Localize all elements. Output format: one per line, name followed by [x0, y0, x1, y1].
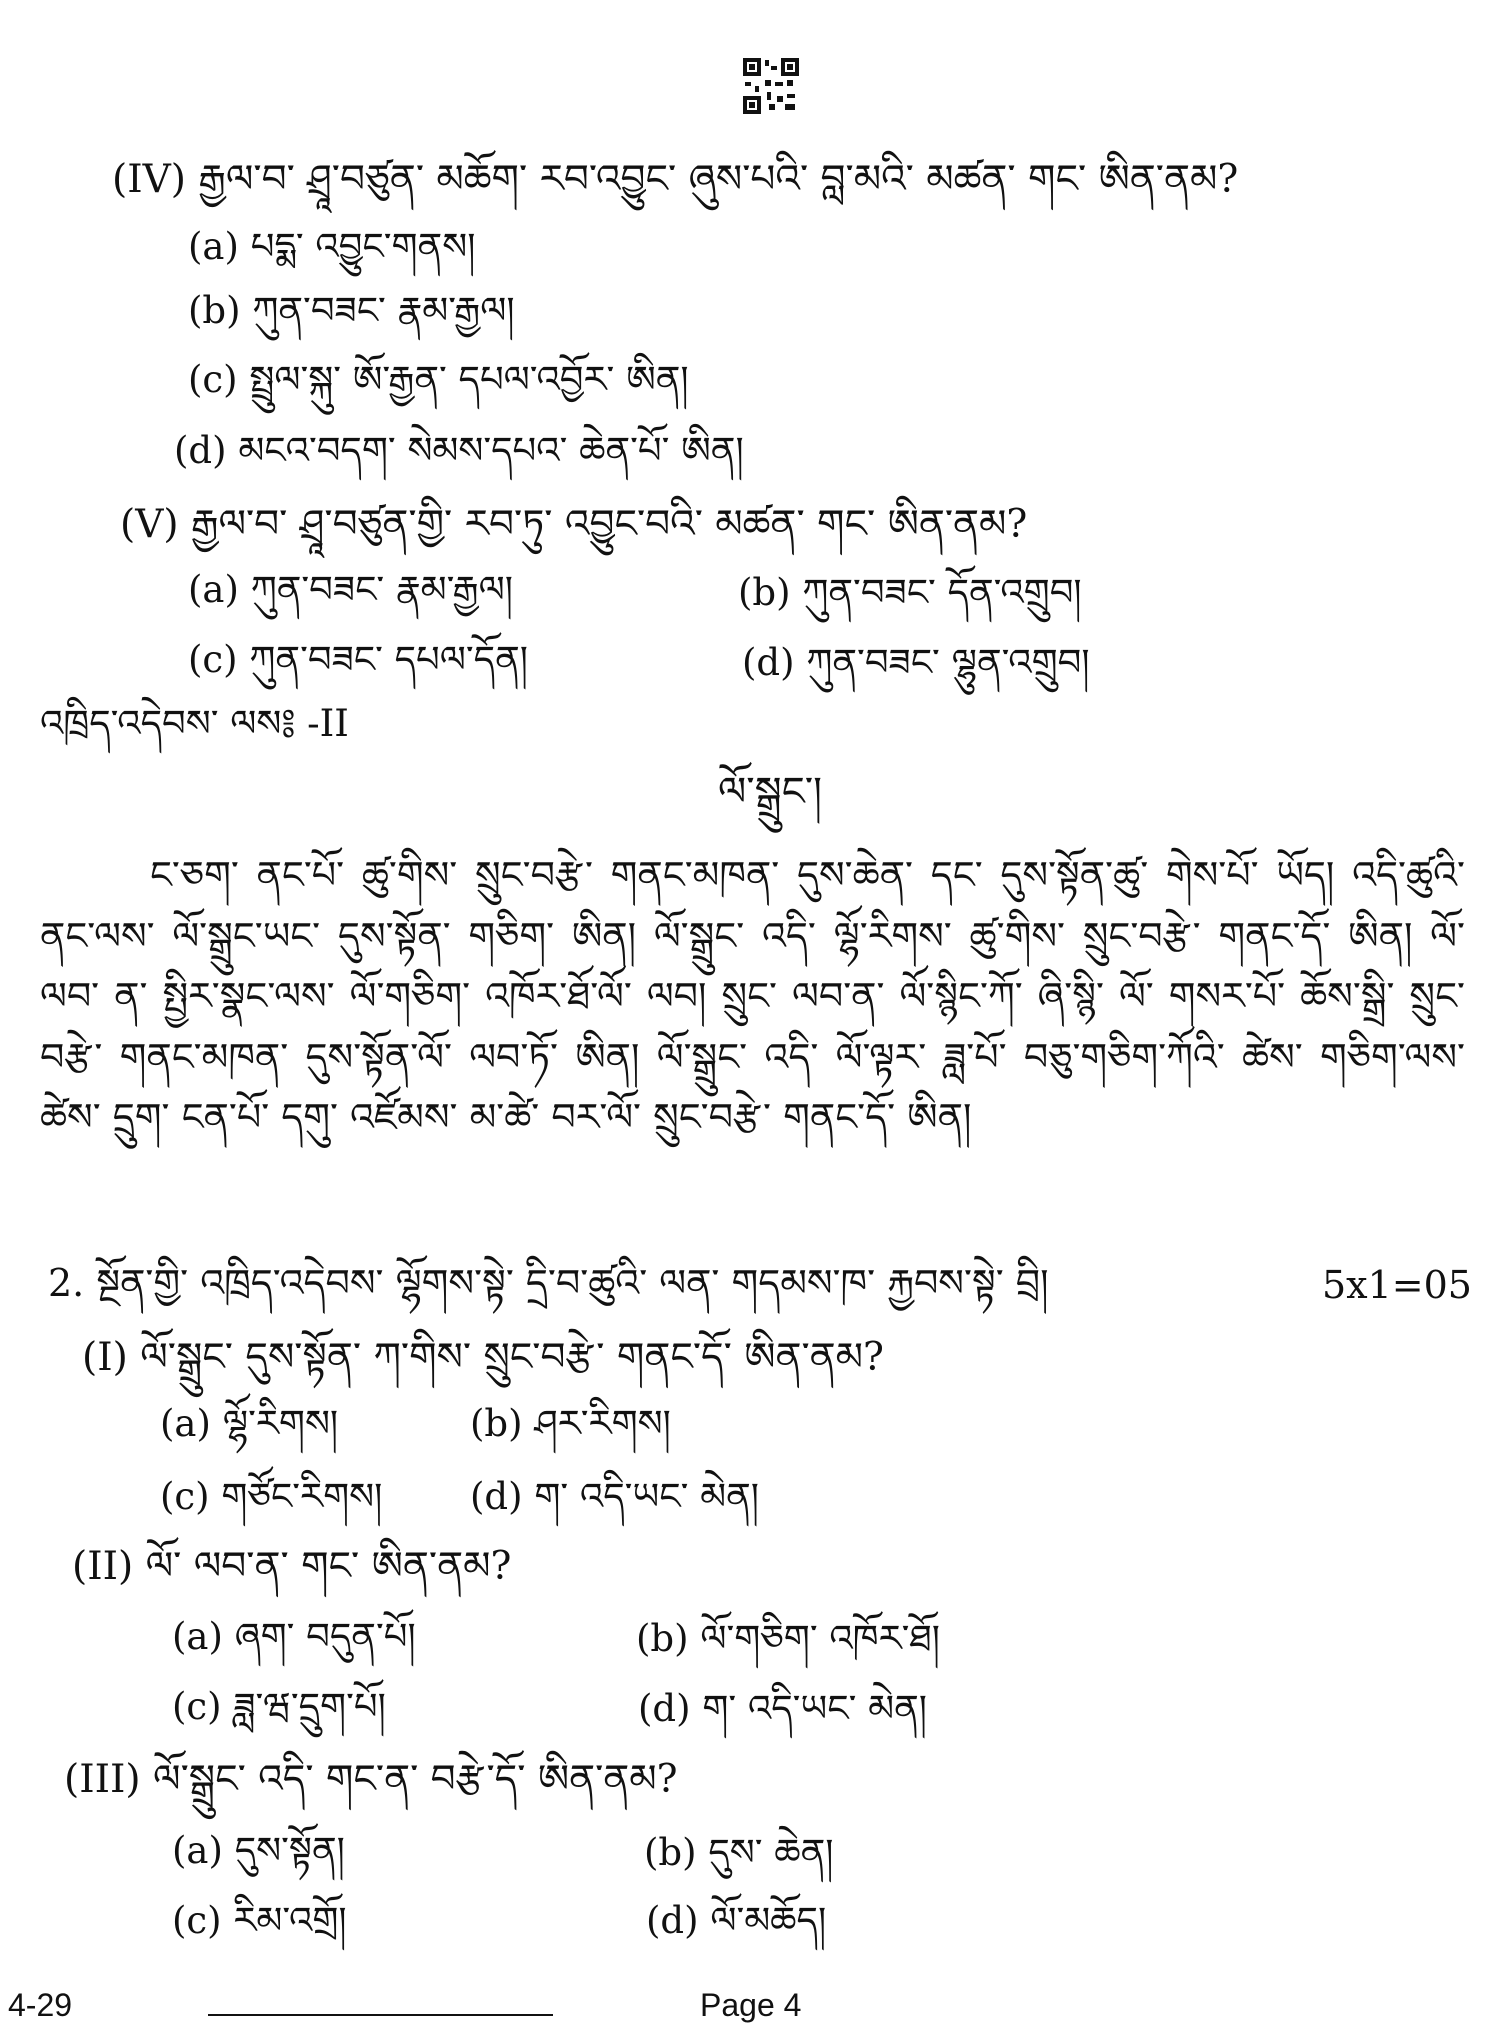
option-v-b: (b) ཀུན་བཟང་ དོན་འགྲུབ། — [738, 571, 1082, 614]
footer-rule — [208, 2014, 553, 2016]
option-i-d: (d) ག་ འདི་ཡང་ མེན། — [470, 1475, 759, 1518]
option-iii-d: (d) ལོ་མཆོད། — [646, 1899, 827, 1942]
question-v: (V) རྒྱལ་བ་ ཤྲཱ་བཙུན་གྱི་ རབ་ཏུ་ འབྱུང་བའི་ མཚན་ གང་ ཨིན་ནམ? — [120, 502, 1028, 547]
footer-page-number: Page 4 — [700, 1987, 802, 2023]
question-i: (I) ལོ་སྒྲུང་ དུས་སྟོན་ ཀ་གིས་ སྲུང་བརྩེ་ གནང་དོ་ ཨིན་ནམ? — [82, 1335, 884, 1380]
question-iv: (IV) རྒྱལ་བ་ ཤྲཱ་བཙུན་ མཆོག་ རབ་འབྱུང་ ཞུས་པའི་ བླ་མའི་ མཚན་ གང་ ཨིན་ནམ? — [112, 157, 1239, 202]
option-iii-a: (a) དུས་སྟོན། — [172, 1829, 345, 1872]
option-iv-b: (b) ཀུན་བཟང་ རྣམ་རྒྱལ། — [188, 289, 515, 332]
option-i-b: (b) ཤར་རིགས། — [470, 1402, 671, 1445]
passage-title: ལོ་སྒྲུང་། — [718, 769, 822, 815]
option-iv-c: (c) སྤྲུལ་སྐུ་ ཨོ་རྒྱན་ དཔལ་འབྱོར་ ཨིན། — [188, 358, 689, 401]
option-v-c: (c) ཀུན་བཟང་ དཔལ་དོན། — [188, 638, 528, 681]
footer-code: 4-29 — [8, 1987, 73, 2023]
option-iii-c: (c) རིམ་འགྲོ། — [172, 1899, 347, 1942]
option-ii-c: (c) ཟླ་ཝ་དྲུག་པོ། — [172, 1685, 386, 1728]
option-ii-b: (b) ལོ་གཅིག་ འཁོར་ཐོ། — [636, 1617, 940, 1660]
passage-body: ང་ཅག་ ནང་པོ་ ཚུ་གིས་ སྲུང་བརྩེ་ གནང་མཁན་ དུས་ཆེན་ དང་ དུས་སྟོན་ཚུ་ གེས་པོ་ ཡོད། འདི་ཚུའི་ ནང་ལས་ ལོ་སྒྲུང་ཡང་ དུས་སྟོན་ གཅིག་ ཨིན། ལོ་སྒྲུང་ འདི་ ལྷོ་རིགས་ ཚུ་གིས་ སྲུང་བརྩེ་ གནང་དོ་ ཨིན། ལོ་ ལབ་ ན་ སྤྱིར་སྣང་ལས་ ལོ་གཅིག་ འཁོར་ཐོ་ལོ་ ལབ། སྲུང་ ལབ་ན་ ལོ་སྙིང་ཀོ་ ཞི་སྙི་ ལོ་ གསར་པོ་ ཆོས་སྒྲི་ སྲུང་བརྩེ་ གནང་མཁན་ དུས་སྟོན་ལོ་ ལབ་ཏོ་ ཨིན། ལོ་སྒྲུང་ འདི་ ལོ་ལྟར་ ཟླ་པོ་ བཅུ་གཅིག་ཀོའི་ ཚེས་ གཅིག་ལས་ ཚེས་ དྲུག་ ངན་པོ་ དགུ་ འཛོམས་ མ་ཚེ་ བར་ལོ་ སྲུང་བརྩེ་ གནང་དོ་ ཨིན། — [40, 853, 1465, 1139]
option-i-a: (a) ལྷོ་རིགས། — [160, 1402, 339, 1445]
question-ii: (II) ལོ་ ལབ་ན་ གང་ ཨིན་ནམ? — [72, 1544, 512, 1589]
option-iii-b: (b) དུས་ ཆེན། — [644, 1831, 834, 1874]
question-iii: (III) ལོ་སྒྲུང་ འདི་ གང་ན་ བརྩེ་དོ་ ཨིན་ནམ? — [64, 1757, 678, 1802]
section-heading: འཁྲིད་འདེབས་ ལས༔ -II — [40, 702, 349, 745]
option-i-c: (c) གཙོང་རིགས། — [160, 1475, 383, 1518]
option-v-a: (a) ཀུན་བཟང་ རྣམ་རྒྱལ། — [188, 568, 513, 611]
option-iv-d: (d) མངའ་བདག་ སེམས་དཔའ་ ཆེན་པོ་ ཨིན། — [174, 429, 744, 472]
marks: 5x1=05 — [1322, 1263, 1472, 1307]
qr-code-icon — [743, 58, 799, 114]
instruction: 2. སྔོན་གྱི་ འཁྲིད་འདེབས་ ལྷོགས་སྟེ་ དྲི་བ་ཚུའི་ ལན་ གདམས་ཁ་ རྐྱབས་སྟེ་ བྲི། — [48, 1261, 1049, 1305]
option-v-d: (d) ཀུན་བཟང་ ལྷུན་འགྲུབ། — [742, 641, 1090, 684]
option-ii-d: (d) ག་ འདི་ཡང་ མེན། — [638, 1687, 927, 1730]
option-iv-a: (a) པདྨ་ འབྱུང་གནས། — [188, 225, 476, 268]
option-ii-a: (a) ཞག་ བདུན་པོ། — [172, 1615, 416, 1658]
